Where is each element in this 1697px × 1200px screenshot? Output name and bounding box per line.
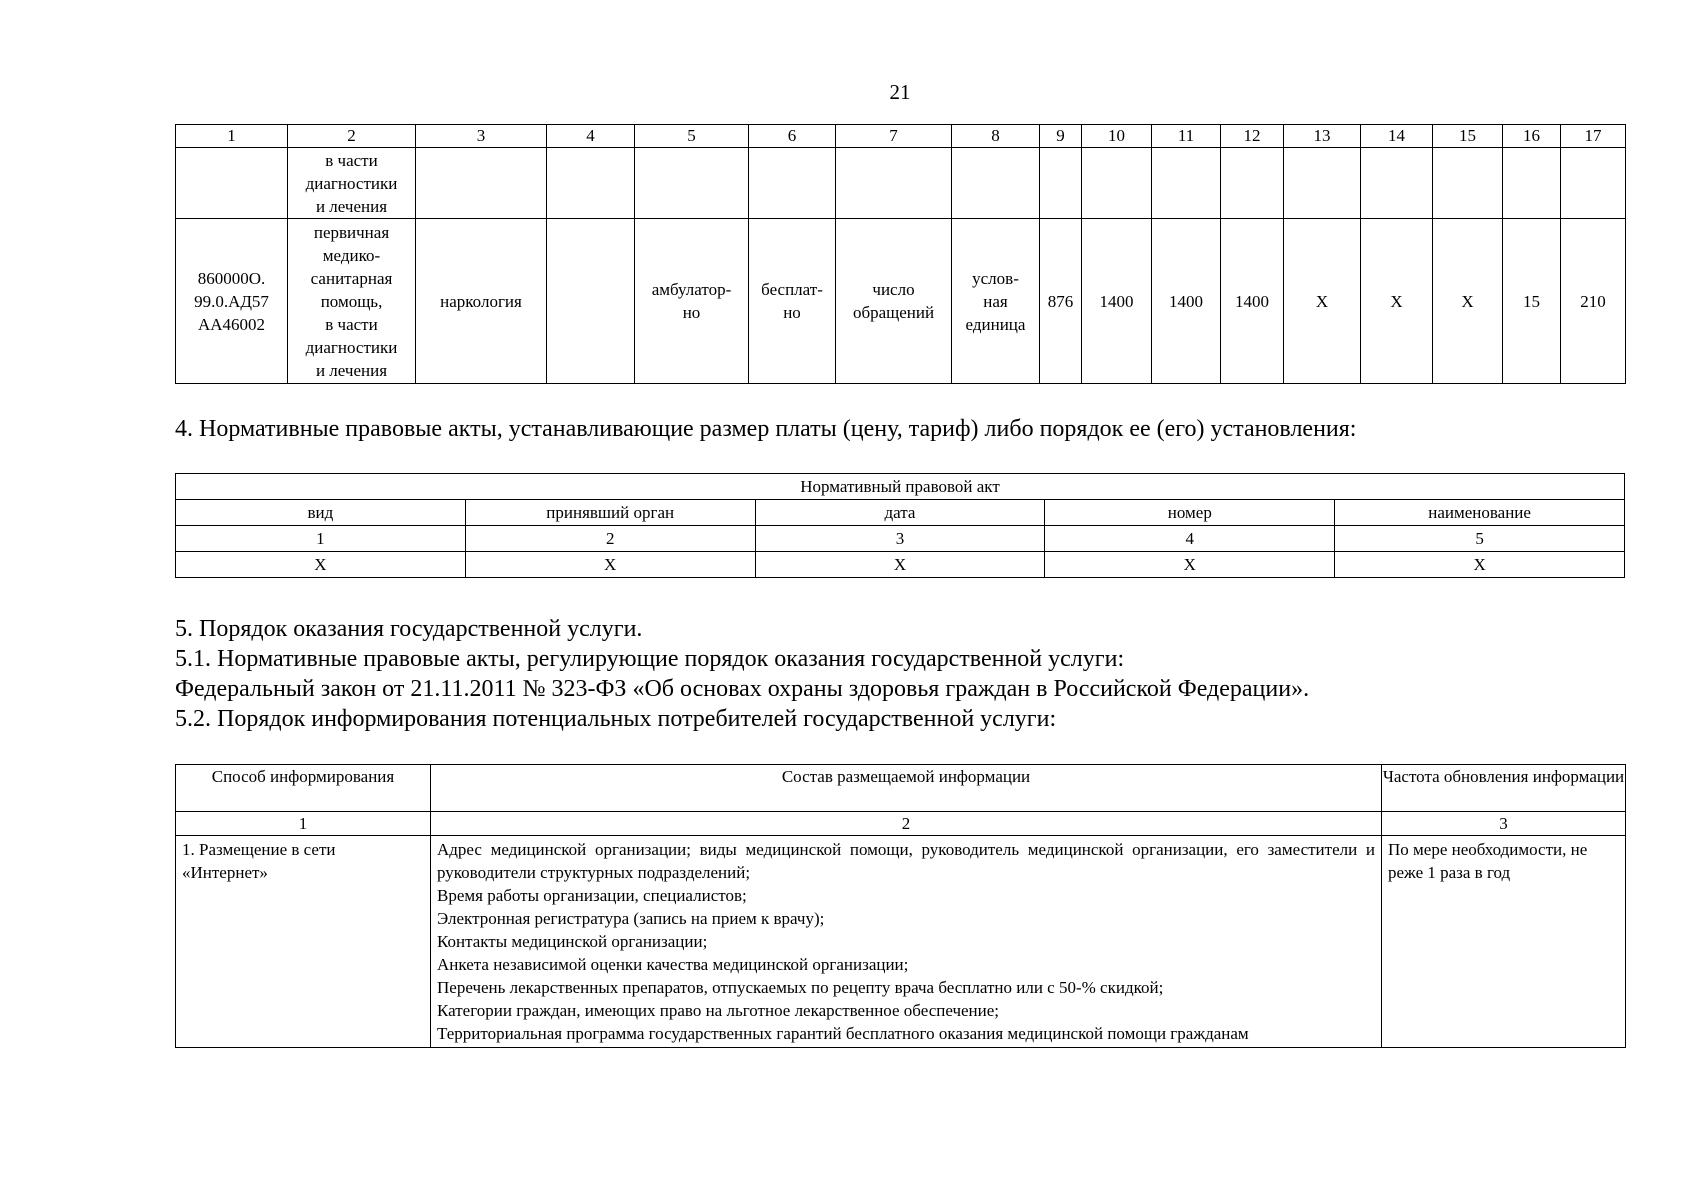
registry-code-cell xyxy=(176,219,288,384)
cell-line: единица xyxy=(965,314,1026,334)
cell-line: санитарная xyxy=(310,268,393,288)
service-volume-table xyxy=(175,124,1626,384)
table-cell xyxy=(1433,148,1503,219)
col-number: 1 xyxy=(176,526,466,552)
update-frequency-cell: По мере необходимости, не реже 1 раза в год xyxy=(1382,836,1626,1048)
col-number: 2 xyxy=(288,125,416,148)
cell-line: число xyxy=(872,280,915,299)
section-5-2-heading: 5.2. Порядок информирования потенциальных потребителей государственной услуги: xyxy=(175,706,1057,732)
col-number: 15 xyxy=(1433,125,1503,148)
table-cell: Х xyxy=(1335,552,1625,578)
unit-cell xyxy=(952,219,1040,384)
column-header: принявший орган xyxy=(465,500,755,526)
col-number: 2 xyxy=(465,526,755,552)
cell-line: АА46002 xyxy=(197,314,266,334)
col-number: 6 xyxy=(749,125,836,148)
cell-line: и лечения xyxy=(315,360,388,380)
col-number: 12 xyxy=(1221,125,1284,148)
cell-line: и лечения xyxy=(315,196,388,216)
table-title: Нормативный правовой акт xyxy=(176,474,1625,500)
deviation-percent-cell: 15 xyxy=(1503,219,1561,384)
table-cell xyxy=(1503,148,1561,219)
service-condition-cell xyxy=(288,148,416,219)
section-5-heading: 5. Порядок оказания государственной услуги. xyxy=(175,616,643,642)
cell-line: но xyxy=(783,303,801,322)
info-item: Категории граждан, имеющих право на льготное лекарственное обеспечение; xyxy=(437,1001,1000,1020)
table-cell xyxy=(547,219,635,384)
deviation-absolute-cell: 210 xyxy=(1561,219,1626,384)
cell-line: в части xyxy=(325,314,378,334)
column-header: Состав размещаемой информации xyxy=(431,765,1382,812)
cell-line: обращений xyxy=(852,303,935,322)
conditions-cell xyxy=(635,219,749,384)
column-number-row xyxy=(176,812,1626,836)
indicator-cell xyxy=(836,219,952,384)
table-row xyxy=(176,836,1626,1048)
col-number: 4 xyxy=(547,125,635,148)
col-number: 1 xyxy=(176,125,288,148)
value-cell: Х xyxy=(1433,219,1503,384)
info-item: Время работы организации, специалистов; xyxy=(437,886,747,905)
value-cell: Х xyxy=(1284,219,1361,384)
table-cell xyxy=(1082,148,1152,219)
cell-line: наркология xyxy=(440,291,522,311)
info-item: Адрес медицинской организации; виды медицинской помощи, руководитель медицинской организации, его заместители и руководители структурных подразделений; xyxy=(437,840,1375,882)
table-cell xyxy=(176,148,288,219)
info-item: Электронная регистратура (запись на прием к врачу); xyxy=(437,909,825,928)
table-row xyxy=(176,148,1626,219)
value-cell: 1400 xyxy=(1152,219,1221,384)
cell-line: услов- xyxy=(972,268,1019,288)
cell-line: первичная xyxy=(313,222,390,242)
table-cell xyxy=(952,148,1040,219)
table-cell xyxy=(635,148,749,219)
col-number: 2 xyxy=(431,812,1382,836)
col-number: 9 xyxy=(1040,125,1082,148)
value-cell: 1400 xyxy=(1221,219,1284,384)
col-number: 16 xyxy=(1503,125,1561,148)
col-number: 3 xyxy=(755,526,1045,552)
cell-line: бесплат- xyxy=(761,280,823,299)
section-4-heading: 4. Нормативные правовые акты, устанавливающие размер платы (цену, тариф) либо порядок ее (его) установления: xyxy=(175,416,1357,442)
cell-line: но xyxy=(682,303,701,322)
payment-cell xyxy=(749,219,836,384)
col-number: 14 xyxy=(1361,125,1433,148)
col-number: 17 xyxy=(1561,125,1626,148)
col-number: 5 xyxy=(635,125,749,148)
col-number: 13 xyxy=(1284,125,1361,148)
section-5-1-heading: 5.1. Нормативные правовые акты, регулирующие порядок оказания государственной услуги: xyxy=(175,646,1125,672)
cell-line: амбулатор- xyxy=(651,280,732,299)
informing-method-cell: 1. Размещение в сети «Интернет» xyxy=(176,836,431,1048)
table-cell xyxy=(1040,148,1082,219)
table-cell xyxy=(1361,148,1433,219)
informing-table xyxy=(175,764,1626,1048)
column-header: Способ информирования xyxy=(176,765,431,812)
col-number: 3 xyxy=(416,125,547,148)
column-header: наименование xyxy=(1335,500,1625,526)
table-cell xyxy=(1561,148,1626,219)
table-cell xyxy=(749,148,836,219)
cell-line: в части xyxy=(325,150,378,170)
column-header: Частота обновления информации xyxy=(1382,765,1626,812)
column-header: дата xyxy=(755,500,1045,526)
table-cell xyxy=(1284,148,1361,219)
profile-cell xyxy=(416,219,547,384)
table-row xyxy=(176,219,1626,384)
cell-line: помощь, xyxy=(320,291,383,311)
table-cell xyxy=(836,148,952,219)
cell-line: медико- xyxy=(322,245,381,265)
table-header-row xyxy=(176,765,1626,812)
col-number: 5 xyxy=(1335,526,1625,552)
cell-line: 860000О. xyxy=(197,268,266,288)
value-cell: 1400 xyxy=(1082,219,1152,384)
column-header: вид xyxy=(176,500,466,526)
column-number-row xyxy=(176,526,1625,552)
column-number-row xyxy=(176,125,1626,148)
okei-code-cell: 876 xyxy=(1040,219,1082,384)
federal-law-text: Федеральный закон от 21.11.2011 № 323-ФЗ «Об основах охраны здоровья граждан в Российской Федерации». xyxy=(175,676,1310,702)
table-cell xyxy=(1152,148,1221,219)
info-item: Контакты медицинской организации; xyxy=(437,932,708,951)
info-item: Перечень лекарственных препаратов, отпускаемых по рецепту врача бесплатно или с 50-% скидкой; xyxy=(437,978,1164,997)
table-cell: Х xyxy=(465,552,755,578)
table-header-row xyxy=(176,500,1625,526)
table-row xyxy=(176,552,1625,578)
col-number: 7 xyxy=(836,125,952,148)
service-name-cell xyxy=(288,219,416,384)
col-number: 11 xyxy=(1152,125,1221,148)
table-cell: Х xyxy=(755,552,1045,578)
table-cell xyxy=(547,148,635,219)
col-number: 8 xyxy=(952,125,1040,148)
information-content-cell xyxy=(431,836,1382,1048)
column-header: номер xyxy=(1045,500,1335,526)
table-cell xyxy=(416,148,547,219)
col-number: 1 xyxy=(176,812,431,836)
cell-line: диагностики xyxy=(305,173,398,193)
table-cell: Х xyxy=(176,552,466,578)
info-item: Территориальная программа государственных гарантий бесплатного оказания медицинской помощи гражданам xyxy=(437,1024,1249,1043)
cell-line: диагностики xyxy=(305,337,398,357)
table-title-row xyxy=(176,474,1625,500)
info-item: Анкета независимой оценки качества медицинской организации; xyxy=(437,955,909,974)
col-number: 10 xyxy=(1082,125,1152,148)
legal-acts-table xyxy=(175,473,1625,578)
col-number: 4 xyxy=(1045,526,1335,552)
cell-line: ная xyxy=(983,291,1008,311)
value-cell: Х xyxy=(1361,219,1433,384)
table-cell: Х xyxy=(1045,552,1335,578)
cell-line: 99.0.АД57 xyxy=(194,291,269,311)
table-cell xyxy=(1221,148,1284,219)
col-number: 3 xyxy=(1382,812,1626,836)
page-number: 21 xyxy=(889,80,911,104)
